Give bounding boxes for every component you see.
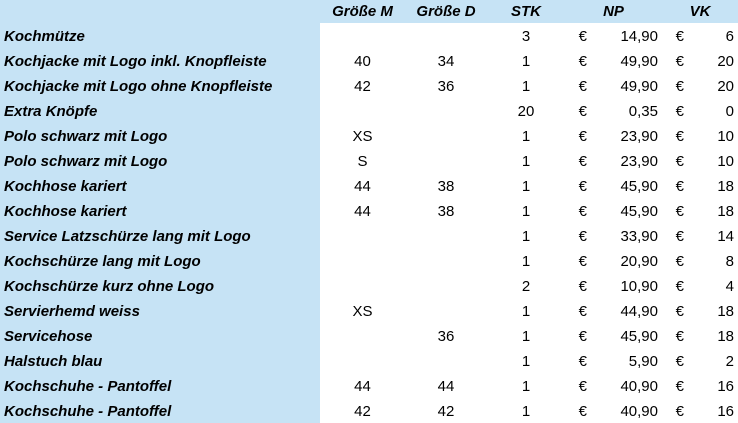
- item-cell[interactable]: Servicehose: [0, 323, 320, 348]
- np-currency-cell[interactable]: €: [565, 148, 593, 173]
- stk-cell[interactable]: 1: [487, 323, 565, 348]
- size-m-cell[interactable]: [320, 248, 405, 273]
- size-m-cell[interactable]: 44: [320, 198, 405, 223]
- header-vk[interactable]: VK: [662, 0, 738, 23]
- vk-cell[interactable]: 16: [690, 398, 738, 423]
- table-row: [0, 373, 738, 398]
- vk-currency-cell[interactable]: €: [662, 173, 690, 198]
- np-cell[interactable]: 40,90: [593, 398, 662, 423]
- item-cell[interactable]: Kochschuhe - Pantoffel: [0, 373, 320, 398]
- np-cell[interactable]: 45,90: [593, 198, 662, 223]
- stk-cell[interactable]: 1: [487, 398, 565, 423]
- table-row: [0, 123, 738, 148]
- size-m-cell[interactable]: S: [320, 148, 405, 173]
- vk-cell[interactable]: 8: [690, 248, 738, 273]
- stk-cell[interactable]: 20: [487, 98, 565, 123]
- vk-currency-cell[interactable]: €: [662, 273, 690, 298]
- np-currency-cell[interactable]: €: [565, 48, 593, 73]
- size-d-cell[interactable]: 36: [405, 73, 487, 98]
- vk-currency-cell[interactable]: €: [662, 298, 690, 323]
- np-currency-cell[interactable]: €: [565, 23, 593, 48]
- size-d-cell[interactable]: [405, 223, 487, 248]
- size-m-cell[interactable]: 40: [320, 48, 405, 73]
- np-cell[interactable]: 14,90: [593, 23, 662, 48]
- table-row: [0, 248, 738, 273]
- size-m-cell[interactable]: 44: [320, 173, 405, 198]
- stk-cell[interactable]: 1: [487, 373, 565, 398]
- size-m-cell[interactable]: 42: [320, 398, 405, 423]
- vk-cell[interactable]: 14: [690, 223, 738, 248]
- size-m-cell[interactable]: 44: [320, 373, 405, 398]
- size-m-cell[interactable]: [320, 348, 405, 373]
- size-m-cell[interactable]: [320, 223, 405, 248]
- table-body: [0, 23, 738, 423]
- size-m-cell[interactable]: XS: [320, 123, 405, 148]
- vk-currency-cell[interactable]: €: [662, 123, 690, 148]
- size-m-cell[interactable]: [320, 273, 405, 298]
- np-cell[interactable]: 44,90: [593, 298, 662, 323]
- item-cell[interactable]: Extra Knöpfe: [0, 98, 320, 123]
- np-cell[interactable]: 23,90: [593, 123, 662, 148]
- np-currency-cell[interactable]: €: [565, 73, 593, 98]
- table-row: [0, 73, 738, 98]
- item-cell[interactable]: Service Latzschürze lang mit Logo: [0, 223, 320, 248]
- stk-cell[interactable]: 1: [487, 248, 565, 273]
- header-size-d[interactable]: Größe D: [405, 0, 487, 23]
- np-currency-cell[interactable]: €: [565, 223, 593, 248]
- np-cell[interactable]: 5,90: [593, 348, 662, 373]
- vk-cell[interactable]: 20: [690, 73, 738, 98]
- vk-currency-cell[interactable]: €: [662, 248, 690, 273]
- header-stk[interactable]: STK: [487, 0, 565, 23]
- vk-currency-cell[interactable]: €: [662, 348, 690, 373]
- np-currency-cell[interactable]: €: [565, 123, 593, 148]
- vk-currency-cell[interactable]: €: [662, 323, 690, 348]
- vk-cell[interactable]: 18: [690, 198, 738, 223]
- size-d-cell[interactable]: [405, 248, 487, 273]
- np-cell[interactable]: 49,90: [593, 48, 662, 73]
- table-row: [0, 198, 738, 223]
- np-cell[interactable]: 49,90: [593, 73, 662, 98]
- vk-currency-cell[interactable]: €: [662, 73, 690, 98]
- vk-cell[interactable]: 6: [690, 23, 738, 48]
- np-currency-cell[interactable]: €: [565, 298, 593, 323]
- table-row: [0, 48, 738, 73]
- table-row: [0, 348, 738, 373]
- size-d-cell[interactable]: [405, 298, 487, 323]
- table-row: [0, 298, 738, 323]
- vk-cell[interactable]: 18: [690, 173, 738, 198]
- stk-cell[interactable]: 1: [487, 48, 565, 73]
- table-row: [0, 148, 738, 173]
- vk-cell[interactable]: 18: [690, 323, 738, 348]
- item-cell[interactable]: Kochschürze lang mit Logo: [0, 248, 320, 273]
- np-currency-cell[interactable]: €: [565, 98, 593, 123]
- table-row: [0, 173, 738, 198]
- header-size-m[interactable]: Größe M: [320, 0, 405, 23]
- header-item[interactable]: [0, 0, 320, 23]
- vk-cell[interactable]: 16: [690, 373, 738, 398]
- np-currency-cell[interactable]: €: [565, 248, 593, 273]
- vk-cell[interactable]: 20: [690, 48, 738, 73]
- size-d-cell[interactable]: [405, 148, 487, 173]
- np-currency-cell[interactable]: €: [565, 373, 593, 398]
- stk-cell[interactable]: 1: [487, 298, 565, 323]
- vk-cell[interactable]: 2: [690, 348, 738, 373]
- size-d-cell[interactable]: 42: [405, 398, 487, 423]
- size-m-cell[interactable]: [320, 98, 405, 123]
- table-row: [0, 273, 738, 298]
- stk-cell[interactable]: 1: [487, 148, 565, 173]
- size-d-cell[interactable]: 44: [405, 373, 487, 398]
- vk-currency-cell[interactable]: €: [662, 398, 690, 423]
- header-row: [0, 0, 738, 23]
- size-m-cell[interactable]: [320, 23, 405, 48]
- np-currency-cell[interactable]: €: [565, 348, 593, 373]
- table-row: [0, 323, 738, 348]
- size-d-cell[interactable]: [405, 348, 487, 373]
- np-cell[interactable]: 40,90: [593, 373, 662, 398]
- item-cell[interactable]: Halstuch blau: [0, 348, 320, 373]
- item-cell[interactable]: Kochschuhe - Pantoffel: [0, 398, 320, 423]
- np-cell[interactable]: 23,90: [593, 148, 662, 173]
- item-cell[interactable]: Kochjacke mit Logo inkl. Knopfleiste: [0, 48, 320, 73]
- np-cell[interactable]: 20,90: [593, 248, 662, 273]
- vk-cell[interactable]: 4: [690, 273, 738, 298]
- item-cell[interactable]: Polo schwarz mit Logo: [0, 123, 320, 148]
- stk-cell[interactable]: 1: [487, 123, 565, 148]
- size-d-cell[interactable]: [405, 273, 487, 298]
- vk-currency-cell[interactable]: €: [662, 223, 690, 248]
- stk-cell[interactable]: 1: [487, 348, 565, 373]
- item-cell[interactable]: Servierhemd weiss: [0, 298, 320, 323]
- vk-currency-cell[interactable]: €: [662, 48, 690, 73]
- np-cell[interactable]: 10,90: [593, 273, 662, 298]
- stk-cell[interactable]: 3: [487, 23, 565, 48]
- np-cell[interactable]: 33,90: [593, 223, 662, 248]
- size-d-cell[interactable]: [405, 98, 487, 123]
- np-cell[interactable]: 45,90: [593, 173, 662, 198]
- vk-currency-cell[interactable]: €: [662, 148, 690, 173]
- stk-cell[interactable]: 1: [487, 173, 565, 198]
- stk-cell[interactable]: 2: [487, 273, 565, 298]
- size-d-cell[interactable]: [405, 23, 487, 48]
- item-cell[interactable]: Kochjacke mit Logo ohne Knopfleiste: [0, 73, 320, 98]
- vk-cell[interactable]: 0: [690, 98, 738, 123]
- size-m-cell[interactable]: [320, 323, 405, 348]
- np-currency-cell[interactable]: €: [565, 198, 593, 223]
- vk-cell[interactable]: 10: [690, 148, 738, 173]
- vk-currency-cell[interactable]: €: [662, 198, 690, 223]
- stk-cell[interactable]: 1: [487, 223, 565, 248]
- item-cell[interactable]: Kochhose kariert: [0, 198, 320, 223]
- table-row: [0, 398, 738, 423]
- vk-currency-cell[interactable]: €: [662, 373, 690, 398]
- size-d-cell[interactable]: 38: [405, 173, 487, 198]
- item-cell[interactable]: Kochmütze: [0, 23, 320, 48]
- item-cell[interactable]: Kochschürze kurz ohne Logo: [0, 273, 320, 298]
- stk-cell[interactable]: 1: [487, 198, 565, 223]
- table-row: [0, 23, 738, 48]
- np-currency-cell[interactable]: €: [565, 398, 593, 423]
- np-currency-cell[interactable]: €: [565, 323, 593, 348]
- size-d-cell[interactable]: 36: [405, 323, 487, 348]
- size-d-cell[interactable]: 34: [405, 48, 487, 73]
- vk-cell[interactable]: 18: [690, 298, 738, 323]
- np-currency-cell[interactable]: €: [565, 173, 593, 198]
- size-d-cell[interactable]: [405, 123, 487, 148]
- np-cell[interactable]: 45,90: [593, 323, 662, 348]
- header-np[interactable]: NP: [565, 0, 662, 23]
- size-m-cell[interactable]: XS: [320, 298, 405, 323]
- table-row: [0, 98, 738, 123]
- table-row: [0, 223, 738, 248]
- np-cell[interactable]: 0,35: [593, 98, 662, 123]
- vk-currency-cell[interactable]: €: [662, 98, 690, 123]
- np-currency-cell[interactable]: €: [565, 273, 593, 298]
- vk-cell[interactable]: 10: [690, 123, 738, 148]
- size-m-cell[interactable]: 42: [320, 73, 405, 98]
- size-d-cell[interactable]: 38: [405, 198, 487, 223]
- item-cell[interactable]: Kochhose kariert: [0, 173, 320, 198]
- vk-currency-cell[interactable]: €: [662, 23, 690, 48]
- stk-cell[interactable]: 1: [487, 73, 565, 98]
- item-cell[interactable]: Polo schwarz mit Logo: [0, 148, 320, 173]
